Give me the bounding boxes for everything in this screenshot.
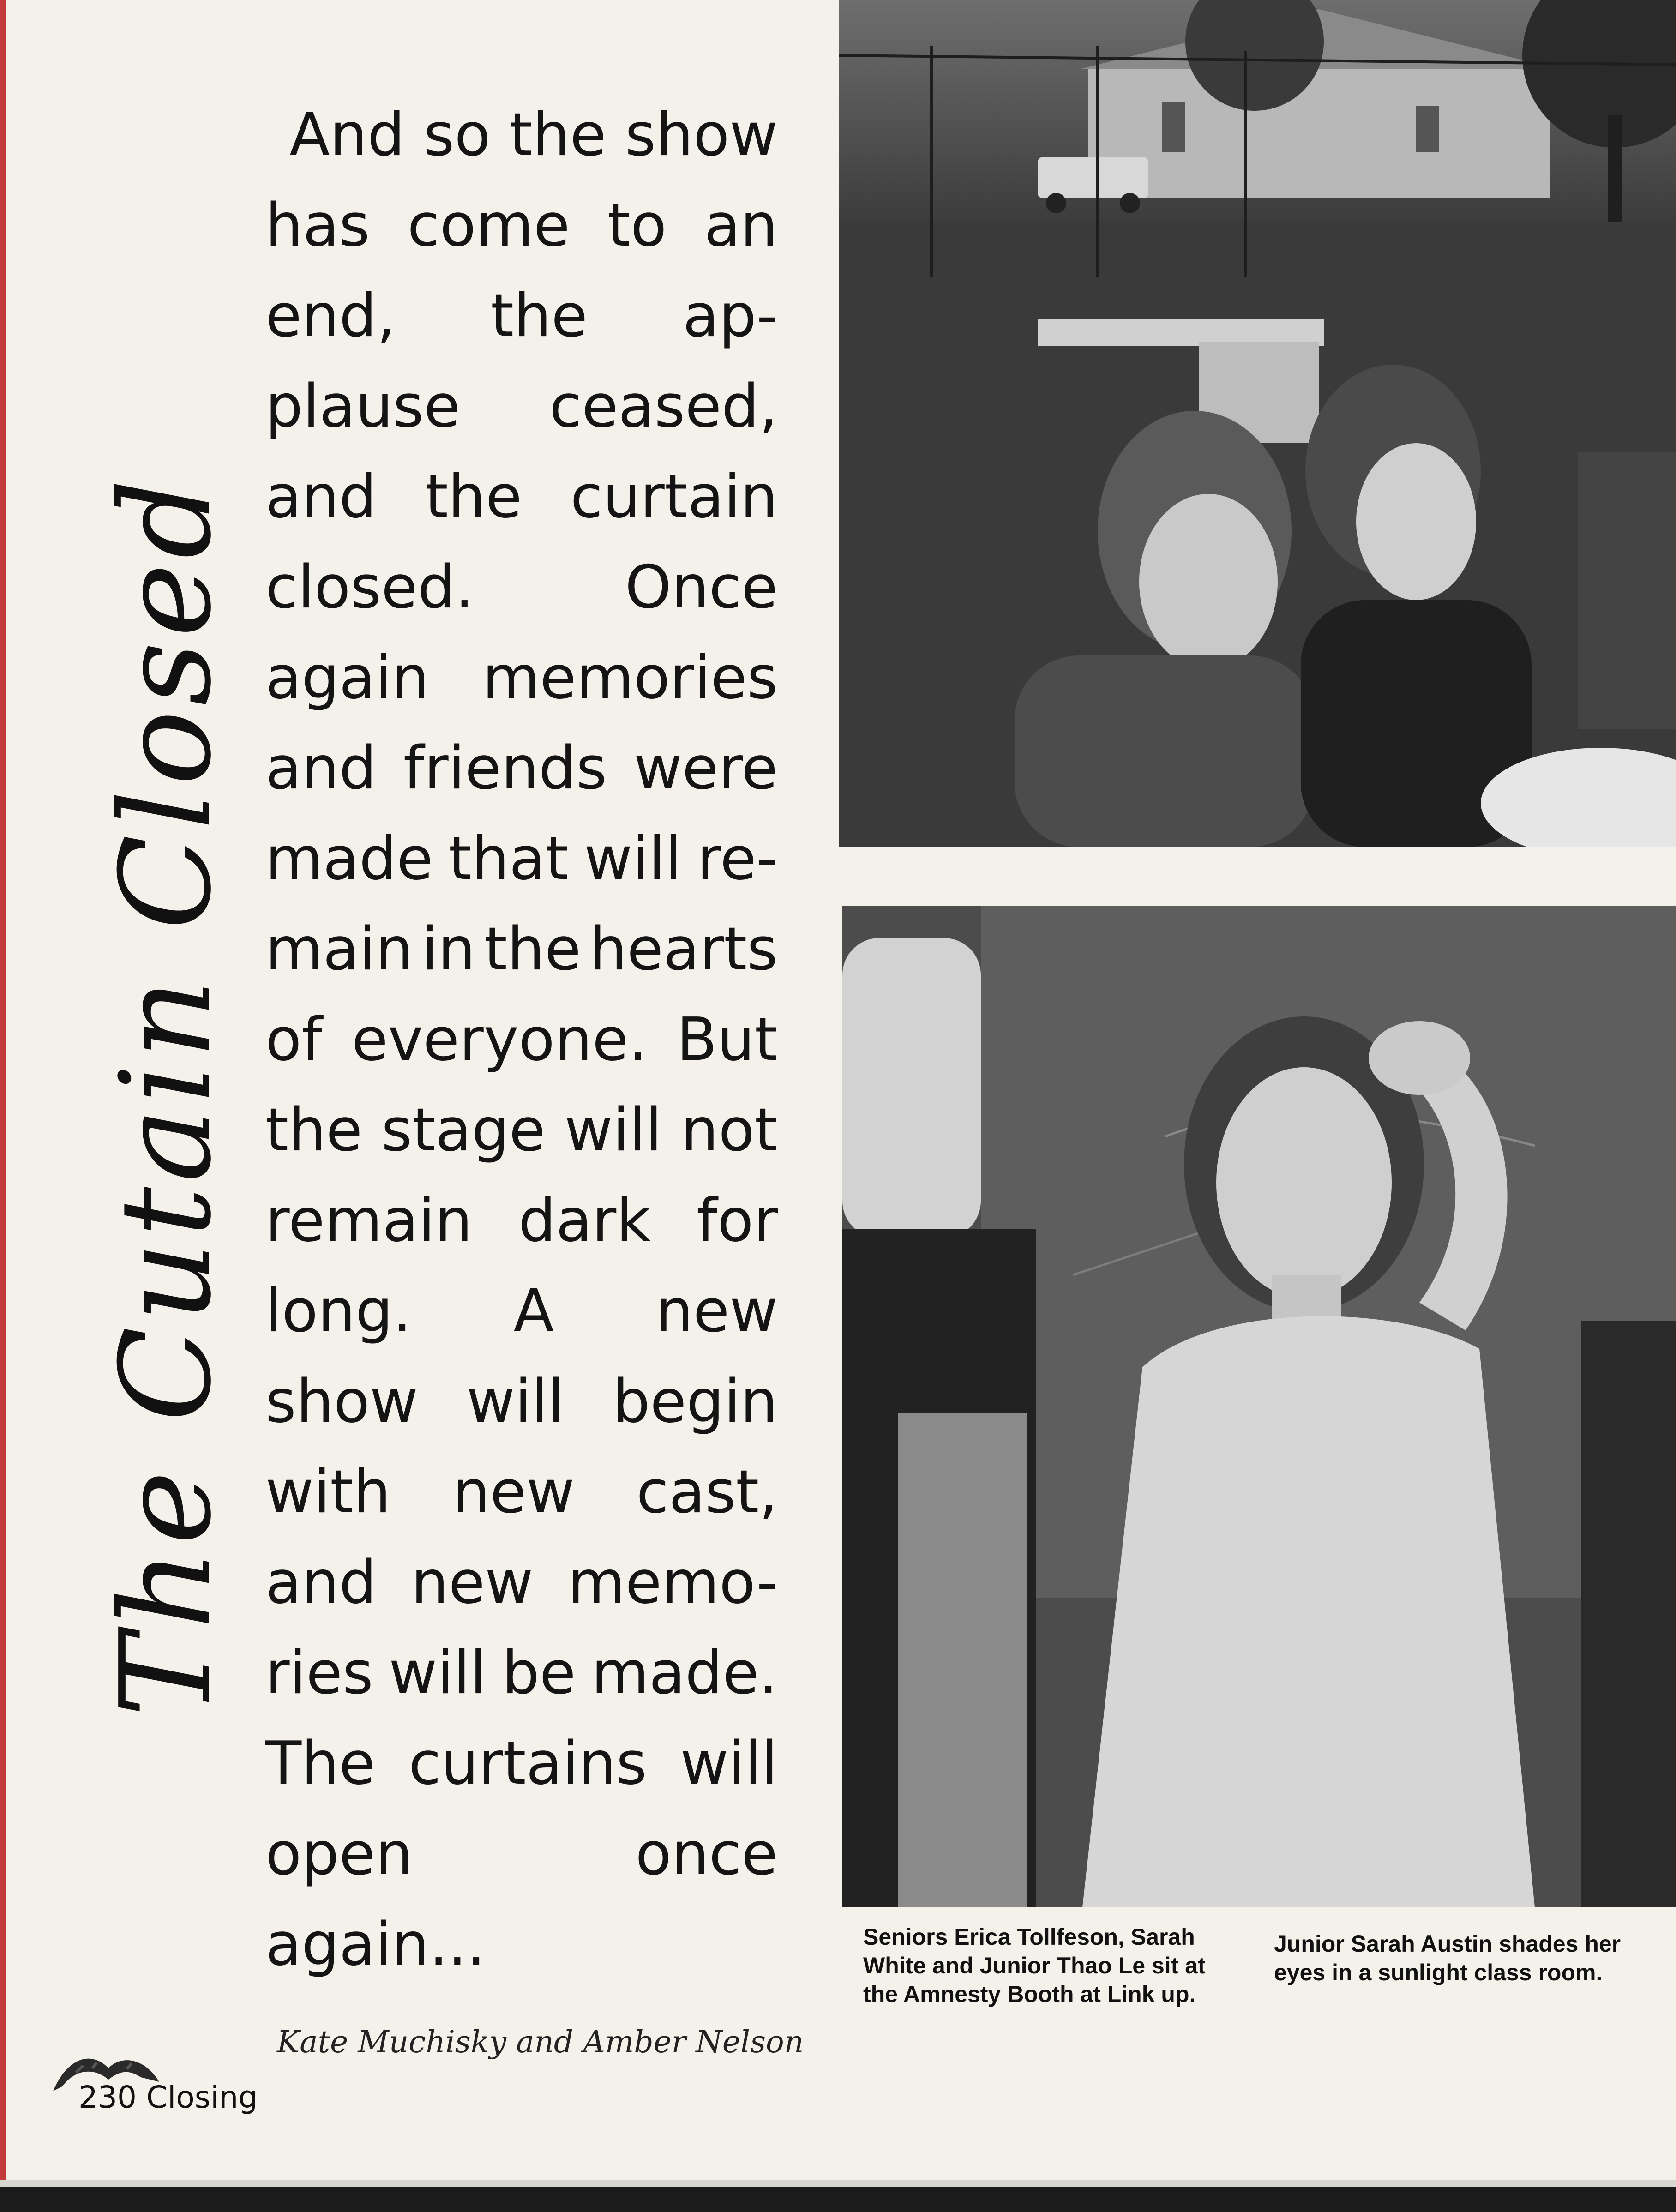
body-word: curtains: [408, 1729, 647, 1798]
body-word: friends: [403, 734, 607, 803]
body-word: the: [425, 463, 522, 531]
body-word: remain: [265, 1186, 473, 1255]
body-word: will: [389, 1639, 487, 1707]
body-word: will: [680, 1729, 778, 1798]
body-line: [265, 814, 778, 904]
body-word: will: [466, 1367, 565, 1436]
body-line: [265, 1628, 778, 1719]
body-word: main: [265, 915, 413, 984]
body-word: were: [634, 734, 778, 803]
body-word: made.: [591, 1639, 778, 1707]
body-word: the: [484, 915, 581, 984]
body-word: re-: [697, 824, 778, 893]
vertical-title: [92, 332, 240, 1717]
body-word: new: [411, 1548, 534, 1617]
photo-classroom: [842, 906, 1676, 1907]
body-word: has: [265, 191, 370, 260]
photo-classroom-image: [842, 906, 1676, 1907]
body-line: [265, 1809, 778, 1899]
body-word: and: [265, 734, 377, 803]
body-line: again...: [265, 1910, 486, 1979]
body-word: new: [655, 1277, 778, 1346]
body-word: dark: [518, 1186, 651, 1255]
body-word: memories: [482, 643, 778, 712]
body-word: plause: [265, 372, 460, 441]
body-word: new: [452, 1458, 575, 1527]
body-word: But: [676, 1005, 778, 1074]
body-line: [265, 542, 778, 633]
body-word: end,: [265, 282, 396, 350]
page-number: 230: [78, 2080, 137, 2115]
body-word: to: [607, 191, 667, 260]
photo-amnesty-booth: [839, 0, 1676, 847]
body-word: in: [421, 915, 476, 984]
page-edge-light: [0, 2180, 1676, 2187]
body-word: and: [265, 463, 377, 531]
body-word: made: [265, 824, 433, 893]
body-word: ries: [265, 1639, 373, 1707]
body-word: show: [265, 1367, 418, 1436]
body-line: [265, 1357, 778, 1447]
body-word: The: [265, 1729, 376, 1798]
body-line: [265, 1266, 778, 1357]
body-line: [265, 361, 778, 452]
body-word: come: [407, 191, 570, 260]
body-word: ap-: [683, 282, 778, 350]
body-word: once: [635, 1820, 778, 1888]
body-word: not: [681, 1096, 778, 1165]
body-word: long.: [265, 1277, 412, 1346]
body-line: [265, 1538, 778, 1628]
body-word: hearts: [589, 915, 778, 984]
byline: Kate Muchisky and Amber Nelson: [277, 2024, 804, 2060]
folio: [78, 2080, 258, 2115]
body-word: with: [265, 1458, 391, 1527]
body-word: closed.: [265, 553, 474, 622]
body-line: [265, 271, 778, 361]
body-word: and: [265, 1548, 377, 1617]
body-word: will: [564, 1096, 662, 1165]
body-line: [265, 1719, 778, 1809]
body-word: ceased,: [549, 372, 778, 441]
body-word: curtain: [570, 463, 778, 531]
body-word: stage: [381, 1096, 546, 1165]
body-word: the: [265, 1096, 363, 1165]
page-edge-dark: [0, 2187, 1676, 2212]
body-line: [265, 452, 778, 542]
body-line: And so the show: [289, 101, 778, 169]
body-line: [265, 1447, 778, 1538]
body-word: an: [704, 191, 778, 260]
body-word: everyone.: [351, 1005, 648, 1074]
body-word: of: [265, 1005, 323, 1074]
body-word: will: [584, 824, 682, 893]
photo-caption: Seniors Erica Tollfeson, Sarah White and Junior Thao Le sit at the Amnesty Booth at Link up.: [863, 1924, 1206, 2007]
body-word: the: [490, 282, 588, 350]
body-line: [265, 1176, 778, 1266]
body-word: memo-: [568, 1548, 778, 1617]
body-line: [265, 995, 778, 1085]
photo-caption: Junior Sarah Austin shades her eyes in a sunlight class room.: [1274, 1931, 1621, 1985]
body-line: [265, 904, 778, 995]
page-edge-red: [0, 0, 6, 2212]
body-copy: [265, 90, 778, 1990]
body-line: [265, 1085, 778, 1176]
body-word: again: [265, 643, 429, 712]
photo-amnesty-booth-image: [839, 0, 1676, 847]
body-word: Once: [625, 553, 778, 622]
body-word: A: [513, 1277, 554, 1346]
body-word: for: [697, 1186, 778, 1255]
body-word: be: [502, 1639, 576, 1707]
body-word: open: [265, 1820, 413, 1888]
body-line: [265, 633, 778, 723]
body-line: [265, 723, 778, 814]
body-line: [265, 180, 778, 271]
body-word: begin: [613, 1367, 778, 1436]
section-name: Closing: [146, 2080, 258, 2115]
page-title: The Cutain Closed: [93, 474, 239, 1717]
body-word: that: [448, 824, 569, 893]
body-word: cast,: [636, 1458, 778, 1527]
